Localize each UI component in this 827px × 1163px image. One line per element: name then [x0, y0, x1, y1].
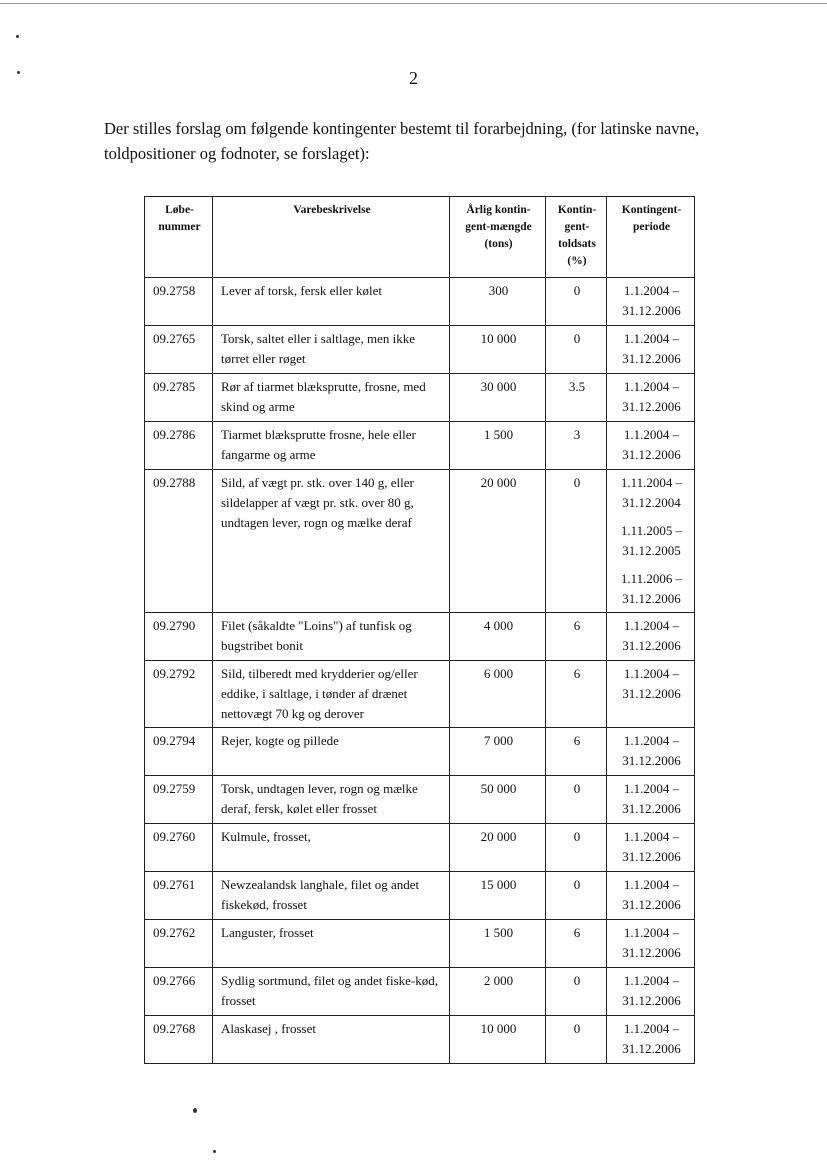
table-row — [145, 470, 695, 613]
period-start: 1.1.2004 – — [623, 781, 680, 796]
period-end: 31.12.2006 — [622, 303, 681, 318]
row-period — [607, 1016, 695, 1064]
quota-table — [144, 196, 695, 1064]
row-description: Alaskasej , frosset — [213, 1016, 450, 1064]
row-description: Torsk, undtagen lever, rogn og mælke deraf, fersk, kølet eller frosset — [213, 776, 450, 824]
row-amount: 20 000 — [450, 470, 546, 613]
period-end: 31.12.2006 — [622, 351, 681, 366]
table-row — [145, 872, 695, 920]
row-description: Lever af torsk, fersk eller kølet — [213, 278, 450, 326]
row-amount: 10 000 — [450, 1016, 546, 1064]
row-description: Newzealandsk langhale, filet og andet fiskekød, frosset — [213, 872, 450, 920]
period-end: 31.12.2006 — [622, 993, 681, 1008]
header-line: gent-mængde — [465, 221, 532, 233]
period-start: 1.1.2004 – — [623, 1021, 680, 1036]
period-start: 1.1.2004 – — [623, 666, 680, 681]
row-description: Tiarmet blæksprutte frosne, hele eller fangarme og arme — [213, 422, 450, 470]
period-start: 1.1.2004 – — [623, 973, 680, 988]
row-rate: 0 — [546, 326, 607, 374]
row-amount: 1 500 — [450, 422, 546, 470]
header-period — [607, 197, 695, 278]
table-row — [145, 374, 695, 422]
period-end: 31.12.2006 — [622, 945, 681, 960]
table-row — [145, 728, 695, 776]
header-line: Løbe- — [165, 204, 194, 216]
row-rate: 0 — [546, 278, 607, 326]
row-description: Torsk, saltet eller i saltlage, men ikke tørret eller røget — [213, 326, 450, 374]
table-row — [145, 422, 695, 470]
period-start: 1.1.2004 – — [623, 733, 680, 748]
page-number: 2 — [409, 68, 418, 88]
row-number: 09.2792 — [145, 661, 213, 728]
row-description: Sydlig sortmund, filet og andet fiske-kød, frosset — [213, 968, 450, 1016]
scan-speck — [16, 35, 19, 38]
period-start: 1.1.2004 – — [623, 877, 680, 892]
header-line: Kontingent- — [621, 204, 682, 216]
row-rate: 0 — [546, 1016, 607, 1064]
table-row — [145, 278, 695, 326]
period-end: 31.12.2005 — [622, 543, 681, 558]
period-start: 1.1.2004 – — [623, 925, 680, 940]
row-rate: 6 — [546, 920, 607, 968]
row-rate: 6 — [546, 728, 607, 776]
period-end: 31.12.2006 — [622, 801, 681, 816]
period-end: 31.12.2006 — [622, 591, 681, 606]
period-start: 1.11.2006 – — [620, 571, 683, 586]
intro-paragraph: Der stilles forslag om følgende kontingenter bestemt til forarbejdning, (for latinske navne, toldpositioner og fodnoter, se forslaget): — [104, 119, 700, 163]
row-period — [607, 872, 695, 920]
header-line: Varebeskrivelse — [293, 204, 371, 216]
row-period — [607, 824, 695, 872]
row-rate: 3 — [546, 422, 607, 470]
header-line: periode — [632, 221, 671, 233]
scan-speck — [17, 71, 20, 74]
header-number — [145, 197, 213, 278]
row-period — [607, 326, 695, 374]
row-description: Rejer, kogte og pillede — [213, 728, 450, 776]
scan-speck — [213, 1150, 216, 1153]
row-description: Kulmule, frosset, — [213, 824, 450, 872]
row-period — [607, 278, 695, 326]
row-description: Sild, tilberedt med krydderier og/eller eddike, i saltlage, i tønder af drænet nettovægt 70 kg og derover — [213, 661, 450, 728]
period-end: 31.12.2006 — [622, 447, 681, 462]
row-amount: 2 000 — [450, 968, 546, 1016]
row-number: 09.2760 — [145, 824, 213, 872]
row-rate: 3.5 — [546, 374, 607, 422]
row-amount: 50 000 — [450, 776, 546, 824]
row-number: 09.2794 — [145, 728, 213, 776]
row-number: 09.2785 — [145, 374, 213, 422]
row-rate: 6 — [546, 661, 607, 728]
row-number: 09.2765 — [145, 326, 213, 374]
period-end: 31.12.2006 — [622, 897, 681, 912]
period-end: 31.12.2006 — [622, 399, 681, 414]
period-end: 31.12.2006 — [622, 638, 681, 653]
row-rate: 0 — [546, 470, 607, 613]
period-start: 1.1.2004 – — [623, 283, 680, 298]
table-row — [145, 920, 695, 968]
table-header-row — [145, 197, 695, 278]
row-description: Sild, af vægt pr. stk. over 140 g, eller sildelapper af vægt pr. stk. over 80 g, undtagen lever, rogn og mælke deraf — [213, 470, 450, 613]
header-line: (%) — [567, 255, 587, 267]
row-period — [607, 613, 695, 661]
table-row — [145, 1016, 695, 1064]
row-rate: 0 — [546, 824, 607, 872]
period-end: 31.12.2006 — [622, 753, 681, 768]
header-amount — [450, 197, 546, 278]
period-start: 1.1.2004 – — [623, 331, 680, 346]
header-line: (tons) — [484, 238, 513, 250]
row-period — [607, 728, 695, 776]
table-body — [145, 278, 695, 1064]
row-description: Filet (såkaldte "Loins") af tunfisk og bugstribet bonit — [213, 613, 450, 661]
header-line: Årlig kontin- — [466, 204, 531, 216]
table-row — [145, 824, 695, 872]
period-end: 31.12.2006 — [622, 849, 681, 864]
row-period — [607, 470, 695, 613]
row-period — [607, 661, 695, 728]
table-row — [145, 968, 695, 1016]
row-amount: 30 000 — [450, 374, 546, 422]
row-number: 09.2766 — [145, 968, 213, 1016]
period-start: 1.11.2004 – — [620, 475, 683, 490]
table-row — [145, 661, 695, 728]
period-end: 31.12.2006 — [622, 686, 681, 701]
row-number: 09.2761 — [145, 872, 213, 920]
period-start: 1.1.2004 – — [623, 427, 680, 442]
row-number: 09.2758 — [145, 278, 213, 326]
row-number: 09.2768 — [145, 1016, 213, 1064]
row-rate: 0 — [546, 968, 607, 1016]
period-start: 1.1.2004 – — [623, 618, 680, 633]
header-line: toldsats — [558, 238, 596, 250]
row-amount: 1 500 — [450, 920, 546, 968]
row-period — [607, 374, 695, 422]
row-number: 09.2788 — [145, 470, 213, 613]
row-rate: 0 — [546, 872, 607, 920]
header-line: gent- — [564, 221, 590, 233]
header-line: nummer — [158, 221, 201, 233]
period-start: 1.11.2005 – — [620, 523, 683, 538]
row-period — [607, 920, 695, 968]
row-rate: 0 — [546, 776, 607, 824]
row-number: 09.2762 — [145, 920, 213, 968]
row-amount: 7 000 — [450, 728, 546, 776]
header-rate — [546, 197, 607, 278]
header-line: Kontin- — [557, 204, 597, 216]
row-amount: 300 — [450, 278, 546, 326]
row-amount: 10 000 — [450, 326, 546, 374]
row-number: 09.2786 — [145, 422, 213, 470]
row-amount: 4 000 — [450, 613, 546, 661]
table-row — [145, 776, 695, 824]
table-row — [145, 613, 695, 661]
period-end: 31.12.2006 — [622, 1041, 681, 1056]
row-description: Rør af tiarmet blæksprutte, frosne, med skind og arme — [213, 374, 450, 422]
row-period — [607, 968, 695, 1016]
header-description — [213, 197, 450, 278]
row-rate: 6 — [546, 613, 607, 661]
period-gap — [615, 561, 688, 569]
scan-speck — [193, 1108, 197, 1113]
row-period — [607, 422, 695, 470]
row-description: Languster, frosset — [213, 920, 450, 968]
period-start: 1.1.2004 – — [623, 829, 680, 844]
table-row — [145, 326, 695, 374]
row-amount: 6 000 — [450, 661, 546, 728]
row-number: 09.2759 — [145, 776, 213, 824]
top-scan-edge — [0, 3, 827, 4]
period-start: 1.1.2004 – — [623, 379, 680, 394]
period-end: 31.12.2004 — [622, 495, 681, 510]
row-amount: 15 000 — [450, 872, 546, 920]
row-amount: 20 000 — [450, 824, 546, 872]
row-period — [607, 776, 695, 824]
row-number: 09.2790 — [145, 613, 213, 661]
period-gap — [615, 513, 688, 521]
